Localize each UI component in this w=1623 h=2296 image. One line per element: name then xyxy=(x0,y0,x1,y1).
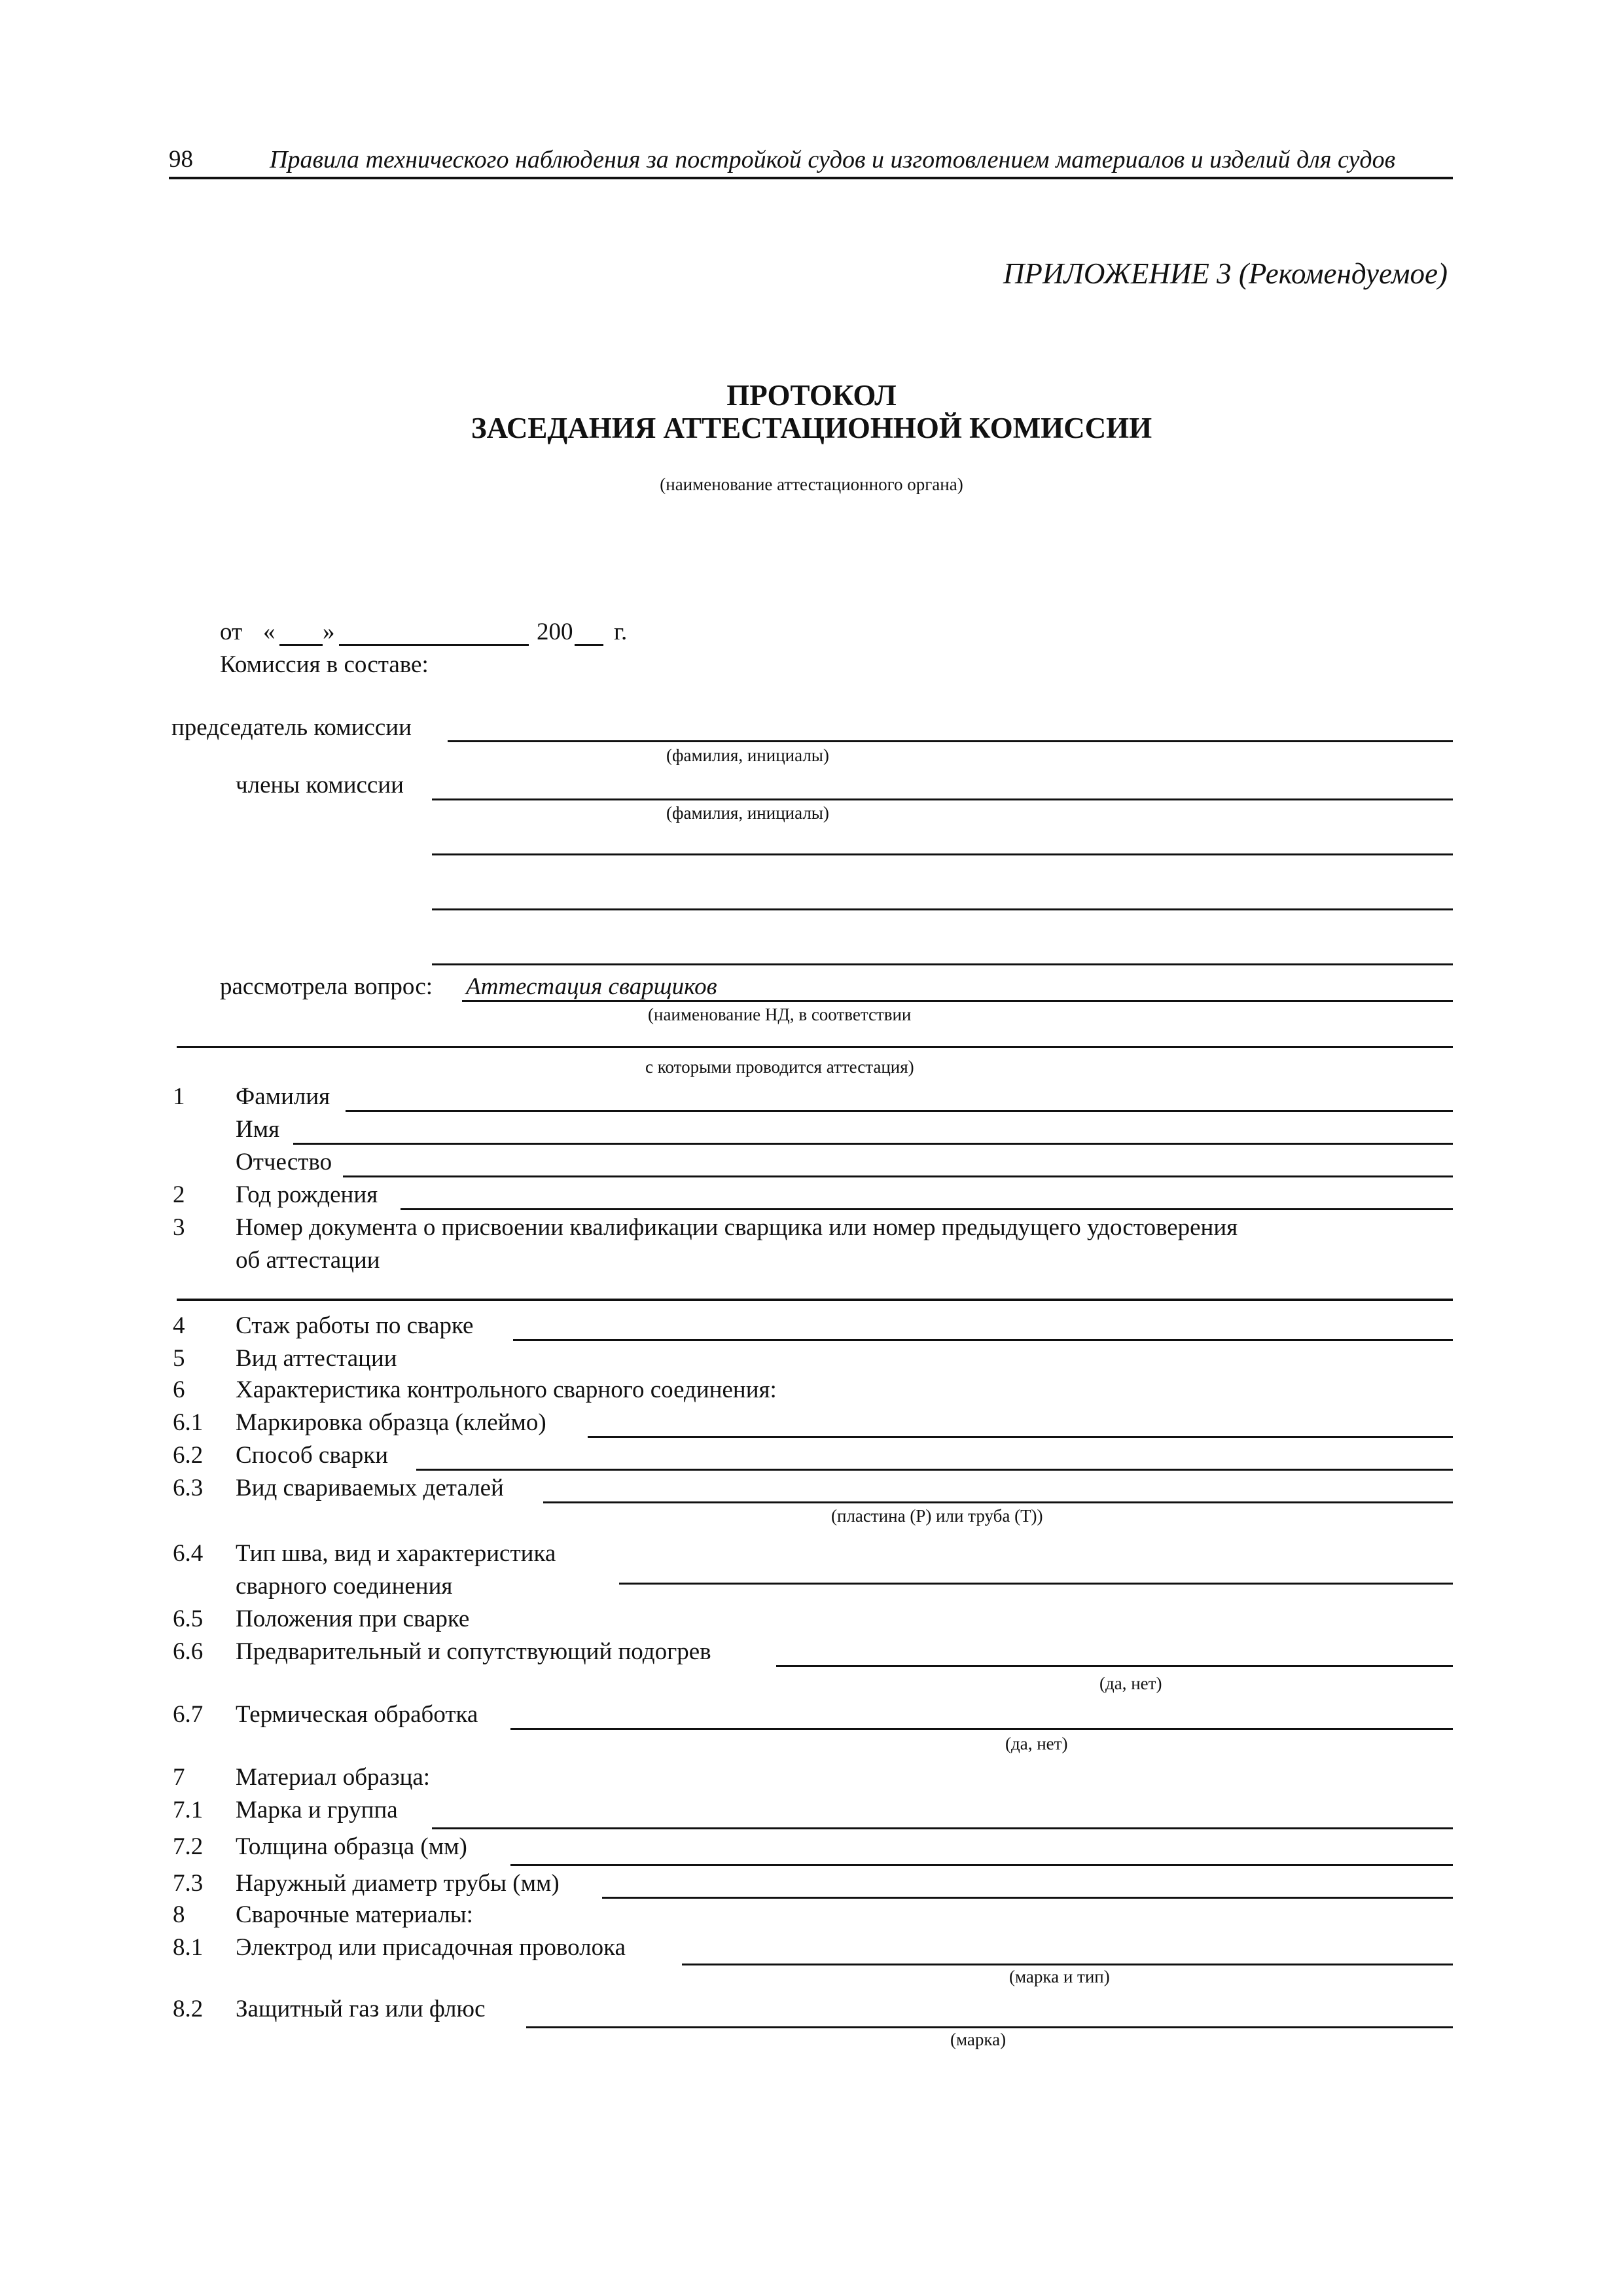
patronymic-field[interactable] xyxy=(343,1175,1453,1177)
date-month-field[interactable] xyxy=(339,644,529,646)
appendix-label: ПРИЛОЖЕНИЕ 3 (Рекомендуемое) xyxy=(1003,257,1448,290)
item-number: 6.7 xyxy=(173,1701,204,1728)
commission-composition: Комиссия в составе: xyxy=(220,651,429,678)
experience-field[interactable] xyxy=(513,1339,1453,1341)
item-number: 7.1 xyxy=(173,1797,204,1823)
date-day-field[interactable] xyxy=(279,644,323,646)
item-number: 8.1 xyxy=(173,1934,204,1961)
item-number: 4 xyxy=(173,1312,185,1339)
page-number: 98 xyxy=(169,146,193,173)
item-label-thickness: Толщина образца (мм) xyxy=(236,1833,467,1860)
item-label-joint-characteristics: Характеристика контрольного сварного соединения: xyxy=(236,1376,777,1403)
document-field[interactable] xyxy=(177,1299,1453,1301)
date-from: от xyxy=(220,619,243,645)
preheating-hint: (да, нет) xyxy=(1099,1674,1162,1693)
item-label-electrode: Электрод или присадочная проволока xyxy=(236,1934,626,1961)
grade-field[interactable] xyxy=(432,1827,1453,1829)
date-year-prefix: 200 xyxy=(537,619,573,645)
item-label-welding-materials: Сварочные материалы: xyxy=(236,1901,473,1928)
parts-type-hint: (пластина (P) или труба (T)) xyxy=(831,1506,1043,1526)
item-number: 6.4 xyxy=(173,1540,204,1567)
nd-field[interactable] xyxy=(177,1046,1453,1048)
item-label-shielding-gas: Защитный газ или флюс xyxy=(236,1996,486,2022)
item-number: 6.3 xyxy=(173,1475,204,1501)
surname-field[interactable] xyxy=(346,1110,1453,1112)
item-label-surname: Фамилия xyxy=(236,1083,330,1110)
members-hint: (фамилия, инициалы) xyxy=(666,803,829,823)
birth-year-field[interactable] xyxy=(401,1208,1453,1210)
item-number: 6.5 xyxy=(173,1605,204,1632)
parts-type-field[interactable] xyxy=(543,1501,1453,1503)
item-label-welding-method: Способ сварки xyxy=(236,1442,389,1469)
thickness-field[interactable] xyxy=(510,1864,1453,1866)
welding-method-field[interactable] xyxy=(416,1469,1453,1471)
date-year-suffix: г. xyxy=(614,619,628,645)
item-label-parts-type: Вид свариваемых деталей xyxy=(236,1475,504,1501)
electrode-field[interactable] xyxy=(682,1964,1453,1965)
item-number: 8.2 xyxy=(173,1996,204,2022)
item-label-seam-type-2: сварного соединения xyxy=(236,1573,453,1600)
item-number: 6.1 xyxy=(173,1409,204,1436)
pipe-diameter-field[interactable] xyxy=(602,1897,1453,1899)
commission-title: ЗАСЕДАНИЯ АТТЕСТАЦИОННОЙ КОМИССИИ xyxy=(471,412,1152,444)
considered-field[interactable] xyxy=(462,1000,1453,1002)
item-number: 1 xyxy=(173,1083,185,1110)
members-field-3[interactable] xyxy=(432,908,1453,910)
preheating-field[interactable] xyxy=(776,1665,1453,1667)
item-number: 6.6 xyxy=(173,1638,204,1665)
considered-value: Аттестация сварщиков xyxy=(466,973,717,1000)
item-number: 6.2 xyxy=(173,1442,204,1469)
item-label-patronymic: Отчество xyxy=(236,1149,332,1175)
members-field-1[interactable] xyxy=(432,798,1453,800)
members-field-4[interactable] xyxy=(432,963,1453,965)
chairman-hint: (фамилия, инициалы) xyxy=(666,745,829,765)
item-label-pipe-diameter: Наружный диаметр трубы (мм) xyxy=(236,1870,560,1897)
date-year-field[interactable] xyxy=(575,644,603,646)
item-label-sample-material: Материал образца: xyxy=(236,1764,431,1791)
item-label-experience: Стаж работы по сварке xyxy=(236,1312,474,1339)
chairman-label: председатель комиссии xyxy=(171,714,412,741)
members-field-2[interactable] xyxy=(432,853,1453,855)
shielding-gas-hint: (марка) xyxy=(950,2030,1007,2049)
item-label-positions: Положения при сварке xyxy=(236,1605,470,1632)
item-label-marking: Маркировка образца (клеймо) xyxy=(236,1409,546,1436)
item-label-attestation-type: Вид аттестации xyxy=(236,1345,397,1372)
marking-field[interactable] xyxy=(588,1436,1453,1438)
item-label-grade: Марка и группа xyxy=(236,1797,398,1823)
date-close-quote: » xyxy=(323,619,335,645)
members-label: члены комиссии xyxy=(236,772,404,798)
running-title: Правила технического наблюдения за постройкой судов и изготовлением материалов и изделий для судов xyxy=(270,146,1396,173)
item-number: 6 xyxy=(173,1376,185,1403)
heat-treatment-hint: (да, нет) xyxy=(1005,1734,1068,1753)
item-label-document-2: об аттестации xyxy=(236,1247,380,1274)
item-number: 7.3 xyxy=(173,1870,204,1897)
item-label-preheating: Предварительный и сопутствующий подогрев xyxy=(236,1638,711,1665)
item-number: 2 xyxy=(173,1181,185,1208)
item-number: 3 xyxy=(173,1214,185,1241)
org-caption: (наименование аттестационного органа) xyxy=(660,475,963,494)
item-label-seam-type: Тип шва, вид и характеристика xyxy=(236,1540,556,1567)
name-field[interactable] xyxy=(293,1143,1453,1145)
heat-treatment-field[interactable] xyxy=(510,1728,1453,1730)
considered-label: рассмотрела вопрос: xyxy=(220,973,433,1000)
protocol-title: ПРОТОКОЛ xyxy=(726,379,897,412)
seam-type-field[interactable] xyxy=(619,1583,1453,1585)
item-label-birth-year: Год рождения xyxy=(236,1181,378,1208)
item-number: 7.2 xyxy=(173,1833,204,1860)
item-label-name: Имя xyxy=(236,1116,280,1143)
electrode-hint: (марка и тип) xyxy=(1009,1967,1110,1986)
header-rule xyxy=(169,177,1453,179)
date-open-quote: « xyxy=(263,619,276,645)
item-number: 5 xyxy=(173,1345,185,1372)
item-label-heat-treatment: Термическая обработка xyxy=(236,1701,478,1728)
nd-hint-2: с которыми проводится аттестация) xyxy=(645,1057,914,1077)
chairman-field[interactable] xyxy=(448,740,1453,742)
item-label-document: Номер документа о присвоении квалификации сварщика или номер предыдущего удостоверения xyxy=(236,1214,1238,1241)
item-number: 7 xyxy=(173,1764,185,1791)
nd-hint-1: (наименование НД, в соответствии xyxy=(648,1005,912,1024)
item-number: 8 xyxy=(173,1901,185,1928)
shielding-gas-field[interactable] xyxy=(526,2026,1453,2028)
